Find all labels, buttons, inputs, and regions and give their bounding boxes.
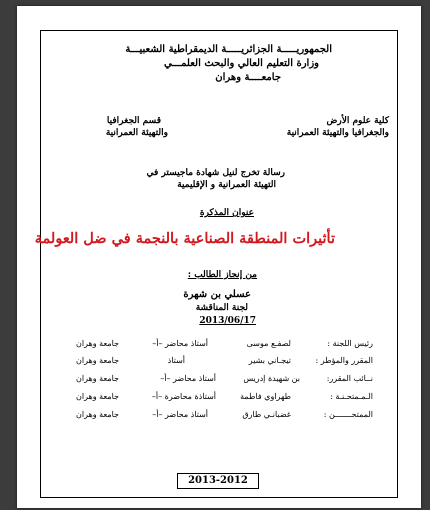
committee-role: رئيس اللجنة : <box>327 339 373 348</box>
committee-rank: أستاذة محاضرة –أ– <box>151 392 216 401</box>
faculty-name: كلية علوم الأرض <box>326 116 389 126</box>
committee-row <box>17 356 421 368</box>
header-university: جامعــــة وهران <box>215 72 281 83</box>
committee-university: جامعة وهران <box>76 392 119 401</box>
committee-rank: أستاذ <box>167 356 185 365</box>
academic-year: 2013-2012 <box>188 475 248 486</box>
committee-row <box>17 410 421 422</box>
committee-member-name: بن شهيدة إدريس <box>243 374 300 383</box>
memo-title-label: عنوان المذكرة <box>199 208 254 218</box>
committee-university: جامعة وهران <box>76 339 119 348</box>
committee-rank: أستاذ محاضر –أ– <box>160 374 216 383</box>
committee-row <box>17 392 421 404</box>
committee-role: الـمـمتحـنـة : <box>330 392 373 401</box>
defense-label: لجنة المناقشة <box>195 303 248 313</box>
committee-role: الممتحـــــــن : <box>323 410 373 419</box>
committee-member-name: غضبانـي طارق <box>242 410 291 419</box>
committee-member-name: تيجـاني بشير <box>248 356 291 365</box>
department-name-line2: والتهيئة العمرانية <box>105 128 168 138</box>
committee-row <box>17 339 421 351</box>
committee-rank: أستاذ محاضر –أ– <box>152 339 208 348</box>
header-ministry: وزارة التعليم العالي والبحث العلمـــي <box>164 58 319 69</box>
committee-row <box>17 374 421 386</box>
thesis-purpose-line2: التهيئة العمرانية و الإقليمية <box>177 180 276 190</box>
committee-rank: أستاذ محاضر –أ– <box>152 410 208 419</box>
academic-year-box <box>177 473 259 489</box>
committee-university: جامعة وهران <box>76 374 119 383</box>
department-name: قسم الجغرافيا <box>106 116 161 126</box>
committee-member-name: طهراوي فاطمة <box>240 392 291 401</box>
header-republic: الجمهوريـــــة الجزائريـــــة الديمقراطية الشعبيـــة <box>125 44 332 55</box>
page-border <box>40 30 398 498</box>
defense-date: 2013/06/17 <box>199 316 256 326</box>
thesis-title: تأثيرات المنطقة الصناعية بالنجمة في ضل العولمة <box>34 230 335 247</box>
committee-role: نــائب المقرر: <box>326 374 373 383</box>
committee-role: المقرر والمؤطر : <box>315 356 373 365</box>
document-page <box>17 6 421 508</box>
committee-university: جامعة وهران <box>76 356 119 365</box>
thesis-purpose-line1: رسالة تخرج لنيل شهادة ماجيستر في <box>146 168 285 178</box>
student-label: من إنجاز الطالب : <box>187 270 257 280</box>
committee-university: جامعة وهران <box>76 410 119 419</box>
committee-member-name: لصفـع موسى <box>246 339 291 348</box>
faculty-name-line2: والجغرافيا والتهيئة العمرانية <box>286 128 389 138</box>
student-name: عسلي بن شهرة <box>183 289 251 300</box>
